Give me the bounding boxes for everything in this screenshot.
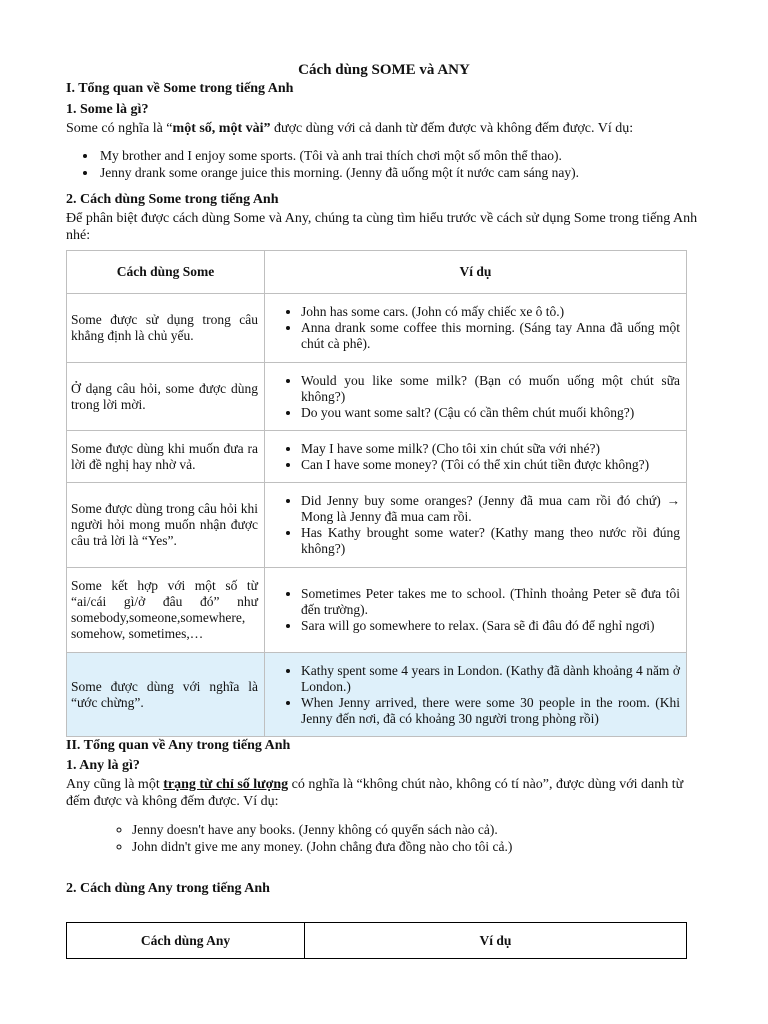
table-row — [67, 363, 687, 431]
usage-cell: Some được sử dụng trong câu khẳng định là chủ yếu. — [67, 294, 265, 363]
example-cell — [265, 483, 687, 568]
list-item: • Did Jenny buy some oranges? (Jenny đã mua cam rồi đó chứ) → Mong là Jenny đã mua cam rồi. — [301, 493, 680, 525]
any-definition — [66, 776, 706, 810]
list-item: • John has some cars. (John có mấy chiếc xe ô tô.) — [301, 304, 680, 320]
usage-cell: Some được dùng trong câu hỏi khi người hỏi mong muốn nhận được câu trả lời là “Yes”. — [67, 483, 265, 568]
any-def-pre: Any cũng là một — [66, 777, 164, 792]
example-cell — [265, 294, 687, 363]
some-usage-table — [66, 250, 687, 737]
column-header: Ví dụ — [305, 923, 687, 959]
list-item: • Has Kathy brought some water? (Kathy mang theo nước rồi đúng không?) — [301, 525, 680, 557]
list-item: ◦ Jenny doesn't have any books. (Jenny không có quyển sách nào cả). — [132, 821, 684, 838]
list-item: ◦ John didn't give me any money. (John chẳng đưa đồng nào cho tôi cả.) — [132, 838, 684, 855]
table-header-row — [67, 923, 687, 959]
section-2-sub-1: 1. Any là gì? — [66, 758, 140, 773]
usage-cell: Some kết hợp với một số từ “ai/cái gì/ở đâu đó” như somebody,someone,somewhere, somehow, sometimes,… — [67, 568, 265, 653]
column-header: Ví dụ — [265, 251, 687, 294]
list-item: • Do you want some salt? (Cậu có cần thêm chút muối không?) — [301, 405, 680, 421]
list-item: • Sometimes Peter takes me to school. (Thỉnh thoảng Peter sẽ đưa tôi đến trường). — [301, 586, 680, 618]
any-usage-table — [66, 922, 687, 959]
document-title: Cách dùng SOME và ANY — [298, 62, 470, 78]
table-row — [67, 483, 687, 568]
list-item: • Jenny drank some orange juice this morning. (Jenny đã uống một ít nước cam sáng nay). — [98, 164, 684, 181]
usage-cell: Some được dùng với nghĩa là “ước chừng”. — [67, 653, 265, 737]
list-item: • When Jenny arrived, there were some 30 people in the room. (Khi Jenny đến nơi, đã có khoảng 30 người trong phòng rồi) — [301, 695, 680, 727]
list-item: • Anna drank some coffee this morning. (Sáng tay Anna đã uống một chút cà phê). — [301, 320, 680, 352]
example-cell — [265, 568, 687, 653]
section-1-sub-2: 2. Cách dùng Some trong tiếng Anh — [66, 192, 279, 207]
any-examples-list — [66, 821, 684, 855]
table-row — [67, 568, 687, 653]
list-item: • Kathy spent some 4 years in London. (Kathy đã dành khoảng 4 năm ở London.) — [301, 663, 680, 695]
list-item: • May I have some milk? (Cho tôi xin chút sữa với nhé?) — [301, 441, 680, 457]
column-header: Cách dùng Some — [67, 251, 265, 294]
section-2-sub-2: 2. Cách dùng Any trong tiếng Anh — [66, 881, 270, 896]
some-def-post: được dùng với cả danh từ đếm được và không đếm được. Ví dụ: — [270, 121, 634, 136]
section-2-heading: II. Tổng quan về Any trong tiếng Anh — [66, 738, 291, 753]
adverb-of-quantity-link[interactable]: trạng từ chỉ số lượng — [163, 777, 289, 792]
some-def-bold: một số, một vài” — [172, 121, 271, 136]
table-row-highlighted — [67, 653, 687, 737]
list-item: • Sara will go somewhere to relax. (Sara sẽ đi đâu đó để nghỉ ngơi) — [301, 618, 680, 634]
any-def-post: có nghĩa là “không chút nào, không có tí nào”, được dùng với danh từ đếm được và không đếm được. Ví dụ: — [66, 777, 684, 809]
some-intro: Để phân biệt được cách dùng Some và Any, chúng ta cùng tìm hiểu trước về cách sử dụng Some trong tiếng Anh nhé: — [66, 211, 698, 243]
example-cell — [265, 431, 687, 483]
column-header: Cách dùng Any — [67, 923, 305, 959]
some-def-pre: Some có nghĩa là “ — [66, 121, 173, 136]
usage-cell: Ở dạng câu hỏi, some được dùng trong lời mời. — [67, 363, 265, 431]
table-header-row — [67, 251, 687, 294]
list-item: • My brother and I enjoy some sports. (Tôi và anh trai thích chơi một số môn thể thao). — [98, 147, 684, 164]
usage-cell: Some được dùng khi muốn đưa ra lời đề nghị hay nhờ vả. — [67, 431, 265, 483]
list-item: • Would you like some milk? (Bạn có muốn uống một chút sữa không?) — [301, 373, 680, 405]
list-item: • Can I have some money? (Tôi có thể xin chút tiền được không?) — [301, 457, 680, 473]
some-examples-list — [66, 147, 684, 181]
section-1-sub-1: 1. Some là gì? — [66, 102, 149, 117]
example-cell — [265, 363, 687, 431]
example-cell — [265, 653, 687, 737]
some-definition — [66, 120, 684, 137]
table-row — [67, 294, 687, 363]
table-row — [67, 431, 687, 483]
section-1-heading: I. Tổng quan về Some trong tiếng Anh — [66, 81, 294, 96]
